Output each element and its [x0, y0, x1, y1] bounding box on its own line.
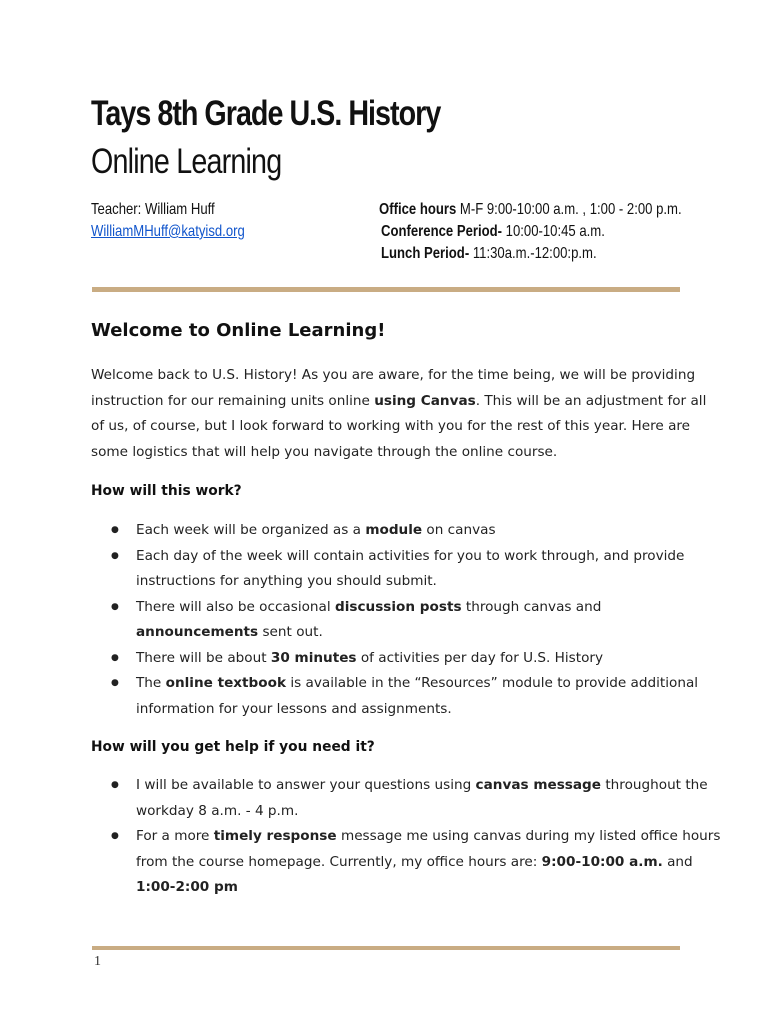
bold-run: announcements — [136, 624, 259, 640]
bold-run: online textbook — [165, 675, 287, 691]
text-run: There will be about — [136, 649, 271, 666]
text-run: through canvas and — [461, 598, 602, 615]
list-item — [91, 773, 711, 824]
text-run: I will be available to answer your questions using — [136, 777, 476, 793]
bold-run: 1:00-2:00 pm — [136, 879, 238, 895]
welcome-line: of us, of course, but I look forward to working with you for the rest of this year. Here are — [91, 418, 691, 434]
how-work-list — [91, 518, 711, 722]
header-divider — [92, 287, 680, 292]
text-run: For a more — [136, 828, 214, 844]
teacher-name: Teacher: William Huff — [91, 201, 215, 218]
text-run: The — [136, 675, 166, 691]
welcome-line: Welcome back to U.S. History! As you are aware, for the time being, we will be providing — [91, 367, 696, 383]
bold-run: discussion posts — [334, 598, 462, 615]
conference-period-value: 10:00-10:45 a.m. — [502, 223, 605, 240]
text-run: message me using canvas during my listed office hours — [336, 828, 721, 844]
text-run: workday 8 a.m. - 4 p.m. — [136, 802, 299, 819]
text-run: instruction for our remaining units online — [91, 392, 375, 409]
welcome-paragraph — [91, 363, 707, 465]
text-run: instructions for anything you should submit. — [136, 573, 437, 589]
bold-run: module — [365, 522, 423, 538]
office-hours — [379, 199, 682, 221]
help-list — [91, 773, 721, 901]
text-run: on canvas — [422, 522, 496, 538]
text-run: . This will be an adjustment for all — [475, 392, 707, 409]
list-item — [91, 544, 711, 595]
text-run: of activities per day for U.S. History — [356, 649, 604, 666]
text-run: information for your lessons and assignments. — [136, 700, 452, 717]
page-number: 1 — [94, 954, 101, 969]
text-run: sent out. — [258, 624, 323, 640]
list-item — [91, 518, 711, 544]
list-item — [91, 671, 711, 722]
bold-run: canvas message — [475, 777, 602, 793]
text-run: ● Each day of the week will contain activities for you to work through, and provide — [136, 547, 685, 564]
welcome-line: some logistics that will help you navigate through the online course. — [91, 443, 558, 460]
text-run: from the course homepage. Currently, my office hours are: — [136, 853, 542, 870]
list-item — [91, 595, 711, 646]
text-run: There will also be occasional — [136, 598, 335, 615]
how-work-heading: How will this work? — [91, 483, 242, 499]
text-run: Each week will be organized as a — [136, 522, 366, 538]
document-subtitle: Online Learning — [91, 142, 282, 181]
bold-run: timely response — [213, 828, 337, 844]
list-item — [91, 824, 721, 901]
document-title: Tays 8th Grade U.S. History — [91, 94, 441, 133]
welcome-heading: Welcome to Online Learning! — [91, 320, 386, 341]
text-run: is available in the “Resources” module to provide additional — [286, 675, 699, 691]
lunch-period — [381, 243, 597, 265]
bold-run: 9:00-10:00 a.m. — [541, 853, 663, 870]
welcome-line — [91, 389, 707, 415]
conference-period — [381, 221, 605, 243]
lunch-period-value: 11:30a.m.-12:00:p.m. — [469, 245, 597, 262]
lunch-period-label: Lunch Period- — [381, 245, 470, 262]
footer-divider — [92, 946, 680, 950]
help-heading: How will you get help if you need it? — [91, 739, 375, 755]
text-run: throughout the — [601, 777, 708, 793]
text-run: and — [662, 853, 693, 870]
bold-run: 30 minutes — [270, 649, 357, 666]
office-hours-value: M-F 9:00-10:00 a.m. , 1:00 - 2:00 p.m. — [456, 201, 682, 218]
conference-period-label: Conference Period- — [381, 223, 503, 240]
teacher-email-link[interactable]: WilliamMHuff@katyisd.org — [91, 223, 245, 240]
office-hours-label: Office hours — [379, 201, 457, 218]
list-item — [91, 646, 711, 672]
bold-run: using Canvas — [374, 392, 476, 409]
